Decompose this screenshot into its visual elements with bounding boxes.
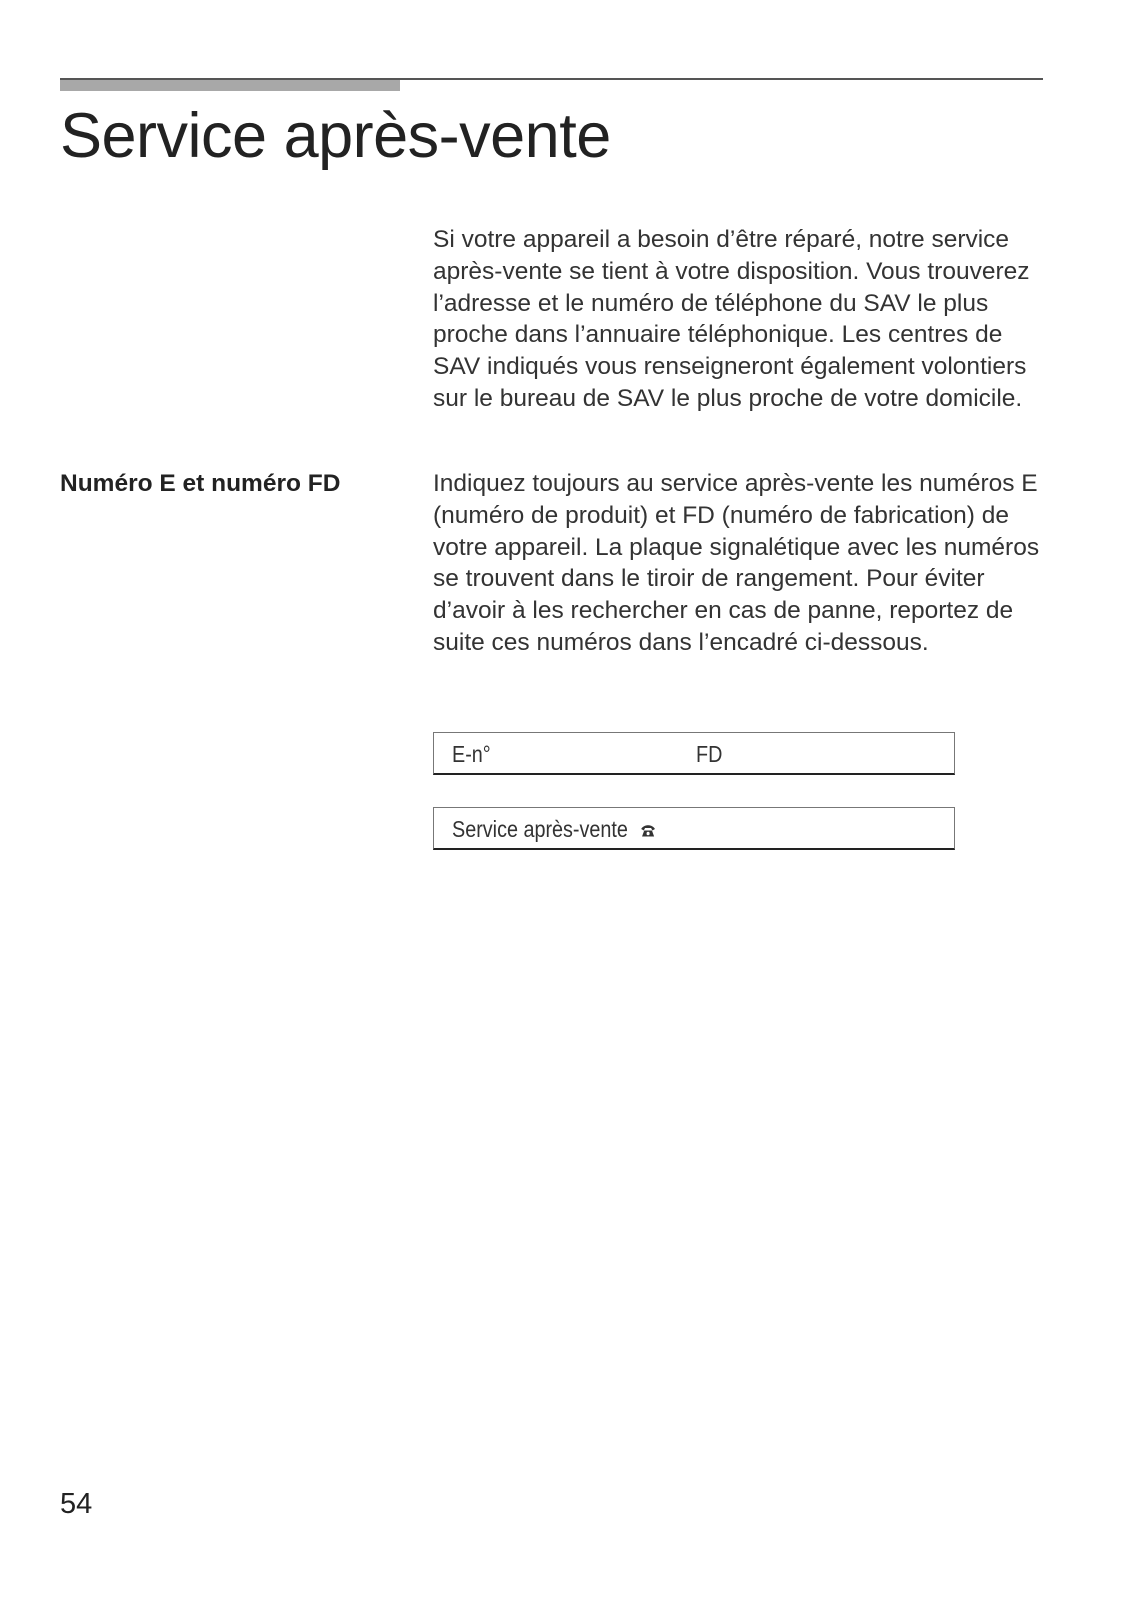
page-number: 54 [60,1488,93,1520]
numbers-section-paragraph: Indiquez toujours au service après-vente les numéros E (numéro de produit) et FD (numéro de fabrication) de votre appareil. La plaque signalétique avec les numéros se trouvent dans le tiroir de rangement. Pour éviter d’avoir à les rechercher en cas de panne, reportez de suite ces numéros dans l’encadré ci-dessous. [433,470,1040,656]
telephone-icon [640,824,655,838]
service-contact-label-wrap [452,814,656,844]
fd-number-label: FD [696,741,723,767]
service-contact-box [433,807,955,850]
service-contact-label: Service après-vente [452,816,628,842]
numbers-section-heading: Numéro E et numéro FD [60,470,341,497]
product-numbers-box [433,732,955,775]
intro-paragraph: Si votre appareil a besoin d’être réparé, notre service après-vente se tient à votre disposition. Vous trouverez l’adresse et le numéro de téléphone du SAV le plus proche dans l’annuaire téléphonique. Les centres de SAV indiqués vous renseigneront également volontiers sur le bureau de SAV le plus proche de votre domicile. [433,226,1030,412]
page-title: Service après-vente [60,101,611,171]
header-accent-bar [60,80,400,91]
e-number-label: E-n° [452,741,491,767]
